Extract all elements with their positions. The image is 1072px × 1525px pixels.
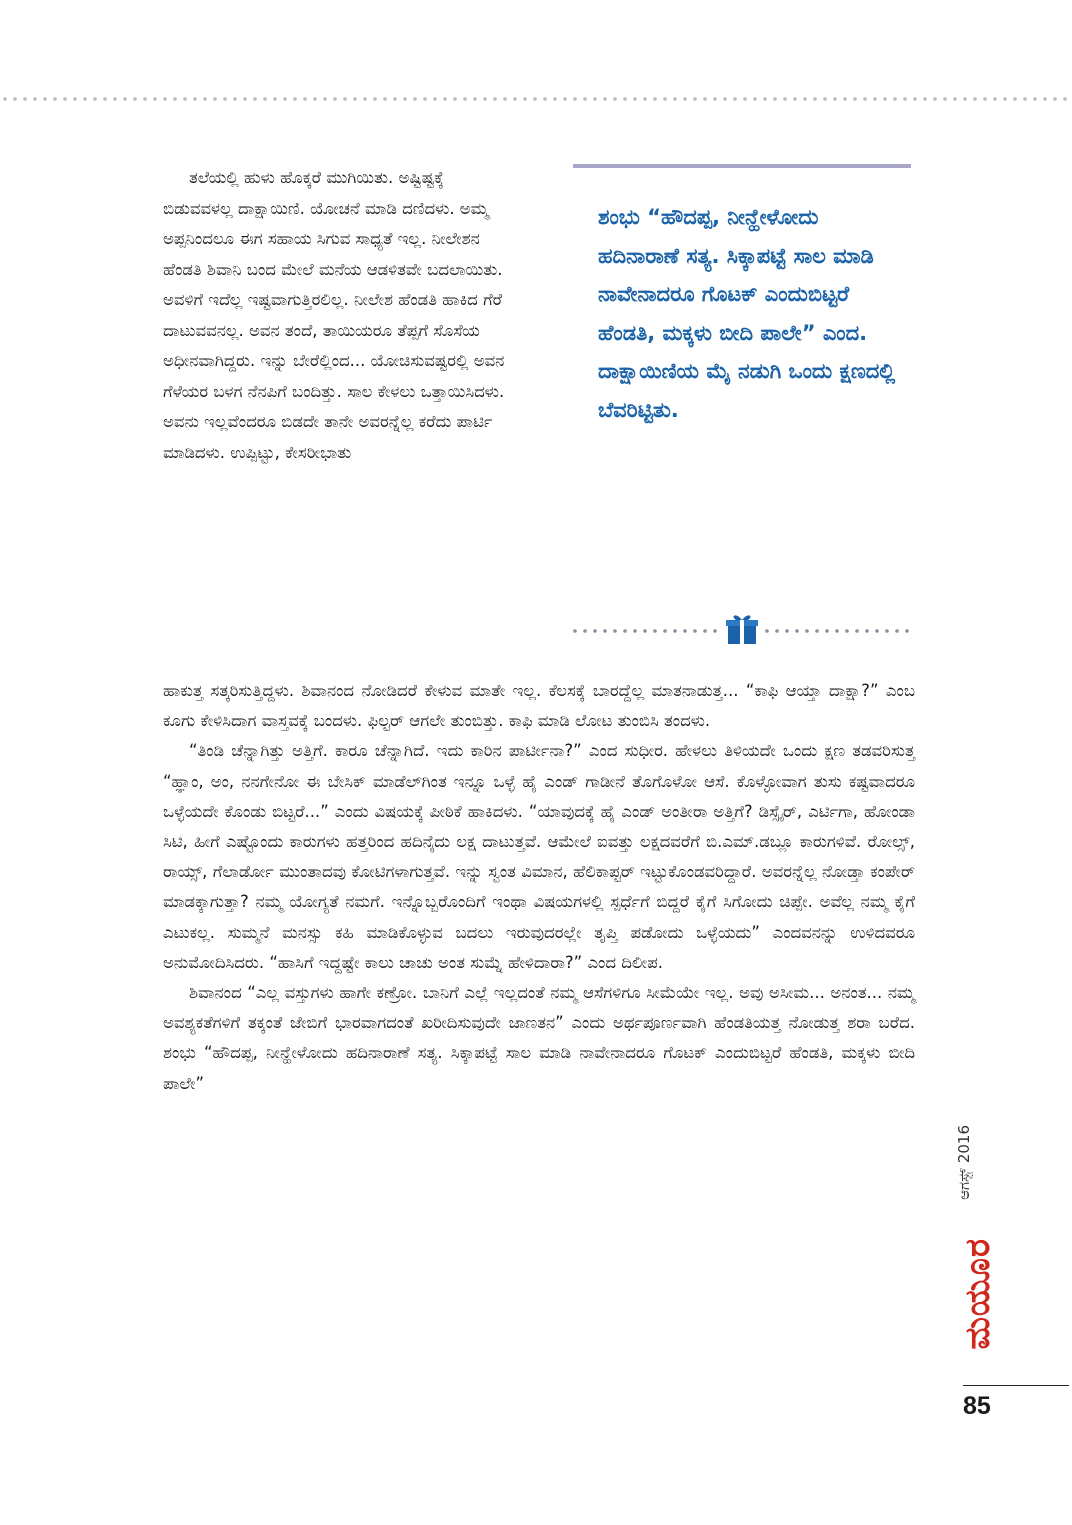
pull-quote: ಶಂಭು “ಹೌದಪ್ಪ, ನೀನ್ಹೇಳೋದು ಹದಿನಾರಾಣೆ ಸತ್ಯ. ಸಿಕ್ಕಾಪಟ್ಟೆ ಸಾಲ ಮಾಡಿ ನಾವೇನಾದರೂ ಗೊಟಕ್ ಎಂದುಬಿಟ್ಟರೆ ಹೆಂಡತಿ, ಮಕ್ಕಳು ಬೀದಿ ಪಾಲೇ” ಎಂದ. ದಾಕ್ಷಾಯಿಣಿಯ ಮೈ ನಡುಗಿ ಒಂದು ಕ್ಷಣದಲ್ಲಿ ಬೆವರಿಟ್ಟಿತು. xyxy=(598,205,896,422)
top-dotted-rule xyxy=(0,96,1072,102)
page-number-rule xyxy=(963,1385,1069,1386)
gift-icon xyxy=(724,612,760,646)
pull-quote-divider-left xyxy=(570,628,720,634)
full-width-text xyxy=(163,676,915,1099)
page-number: 85 xyxy=(963,1392,991,1420)
paragraph: ಶಿವಾನಂದ “ಎಲ್ಲ ವಸ್ತುಗಳು ಹಾಗೇ ಕಣ್ರೋ. ಬಾನಿಗೆ ಎಲ್ಲೆ ಇಲ್ಲದಂತೆ ನಮ್ಮ ಆಸೆಗಳಿಗೂ ಸೀಮೆಯೇ ಇಲ್ಲ. ಅವು ಅಸೀಮ... ಅನಂತ... ನಮ್ಮ ಅವಶ್ಯಕತೆಗಳಿಗೆ ತಕ್ಕಂತೆ ಜೇಬಿಗೆ ಭಾರವಾಗದಂತೆ ಖರೀದಿಸುವುದೇ ಜಾಣತನ” ಎಂದು ಅರ್ಥಪೂರ್ಣವಾಗಿ ಹೆಂಡತಿಯತ್ತ ನೋಡುತ್ತ ಶರಾ ಬರೆದ. ಶಂಭು “ಹೌದಪ್ಪ, ನೀನ್ಹೇಳೋದು ಹದಿನಾರಾಣೆ ಸತ್ಯ. ಸಿಕ್ಕಾಪಟ್ಟೆ ಸಾಲ ಮಾಡಿ ನಾವೇನಾದರೂ ಗೊಟಕ್ ಎಂದುಬಿಟ್ಟರೆ ಹೆಂಡತಿ, ಮಕ್ಕಳು ಬೀದಿ ಪಾಲೇ” xyxy=(163,983,915,1093)
issue-date: ಆಗಸ್ಟ್ 2016 xyxy=(955,1125,973,1200)
magazine-logo: ಮಯೂರ xyxy=(958,1238,998,1350)
paragraph: “ತಿಂಡಿ ಚೆನ್ನಾಗಿತ್ತು ಅತ್ತಿಗೆ. ಕಾರೂ ಚೆನ್ನಾಗಿದೆ. ಇದು ಕಾರಿನ ಪಾರ್ಟೀನಾ?” ಎಂದ ಸುಧೀರ. ಹೇಳಲು ತಿಳಿಯದೇ ಒಂದು ಕ್ಷಣ ತಡವರಿಸುತ್ತ “ಹ್ಞಾಂ, ಅಂ, ನನಗೇನೋ ಈ ಬೇಸಿಕ್ ಮಾಡೆಲ್‌ಗಿಂತ ಇನ್ನೂ ಒಳ್ಳೆ ಹೈ ಎಂಡ್ ಗಾಡೀನೆ ತೊಗೊಳೋ ಆಸೆ. ಕೊಳ್ಳೋವಾಗ ತುಸು ಕಷ್ಟವಾದರೂ ಒಳ್ಳೆಯದೇ ಕೊಂಡು ಬಿಟ್ಟರೆ...” ಎಂದು ವಿಷಯಕ್ಕೆ ಪೀಠಿಕೆ ಹಾಕಿದಳು. “ಯಾವುದಕ್ಕೆ ಹೈ ಎಂಡ್ ಅಂತೀರಾ ಅತ್ತಿಗೆ? ಡಿಸ್ಸೈರ್, ಎರ್ಟಿಗಾ, ಹೋಂಡಾ ಸಿಟಿ, ಹೀಗೆ ಎಷ್ಟೊಂದು ಕಾರುಗಳು ಹತ್ತರಿಂದ ಹದಿನೈದು ಲಕ್ಷ ದಾಟುತ್ತವೆ. ಆಮೇಲೆ ಐವತ್ತು ಲಕ್ಷದವರೆಗೆ ಬಿ.ಎಮ್.ಡಬ್ಲೂ ಕಾರುಗಳಿವೆ. ರೋಲ್ಸ್, ರಾಯ್ಸ್, ಗೆಲಾರ್ಡೋ ಮುಂತಾದವು ಕೋಟಿಗಳಾಗುತ್ತವೆ. ಇನ್ನು ಸ್ವಂತ ವಿಮಾನ, ಹೆಲಿಕಾಪ್ಟರ್ ಇಟ್ಟುಕೊಂಡವರಿದ್ದಾರೆ. ಅವರನ್ನೆಲ್ಲ ನೋಡ್ತಾ ಕಂಪೇರ್ ಮಾಡಕ್ಕಾಗುತ್ತಾ? ನಮ್ಮ ಯೋಗ್ಯತೆ ನಮಗೆ. ಇನ್ನೊಬ್ಬರೊಂದಿಗೆ ಇಂಥಾ ವಿಷಯಗಳಲ್ಲಿ ಸ್ಪರ್ಧೆಗೆ ಬಿದ್ದರೆ ಕೈಗೆ ಸಿಗೋದು ಚಿಪ್ಪೇ. ಅವೆಲ್ಲ ನಮ್ಮ ಕೈಗೆ ಎಟುಕಲ್ಲ. ಸುಮ್ಮನೆ ಮನಸ್ಸು ಕಹಿ ಮಾಡಿಕೊಳ್ಳುವ ಬದಲು ಇರುವುದರಲ್ಲೇ ತೃಪ್ತಿ ಪಡೋದು ಒಳ್ಳೆಯದು” ಎಂದವನನ್ನು ಉಳಿದವರೂ ಅನುಮೋದಿಸಿದರು. “ಹಾಸಿಗೆ ಇದ್ದಷ್ಟೇ ಕಾಲು ಚಾಚು ಅಂತ ಸುಮ್ನೆ ಹೇಳಿದಾರಾ?” ಎಂದ ದಿಲೀಪ. xyxy=(163,741,915,972)
paragraph: ಹಾಕುತ್ತ ಸತ್ಕರಿಸುತ್ತಿದ್ದಳು. ಶಿವಾನಂದ ನೋಡಿದರೆ ಕೇಳುವ ಮಾತೇ ಇಲ್ಲ. ಕೆಲಸಕ್ಕೆ ಬಾರದ್ದೆಲ್ಲ ಮಾತನಾಡುತ್ತ... “ಕಾಫಿ ಆಯ್ತಾ ದಾಕ್ಷಾ?” ಎಂಬ ಕೂಗು ಕೇಳಿಸಿದಾಗ ವಾಸ್ತವಕ್ಕೆ ಬಂದಳು. ಫಿಲ್ಟರ್ ಆಗಲೇ ತುಂಬಿತ್ತು. ಕಾಫಿ ಮಾಡಿ ಲೋಟ ತುಂಬಿಸಿ ತಂದಳು. xyxy=(163,681,915,731)
pull-quote-bar xyxy=(573,164,911,168)
pull-quote-divider-right xyxy=(762,628,914,634)
left-column-text xyxy=(163,163,515,468)
paragraph: ತಲೆಯಲ್ಲಿ ಹುಳು ಹೊಕ್ಕರೆ ಮುಗಿಯಿತು. ಅಷ್ಟಿಷ್ಟಕ್ಕೆ ಬಿಡುವವಳಲ್ಲ ದಾಕ್ಷಾಯಿಣಿ. ಯೋಚನೆ ಮಾಡಿ ದಣಿದಳು. ಅಮ್ಮ ಅಪ್ಪನಿಂದಲೂ ಈಗ ಸಹಾಯ ಸಿಗುವ ಸಾಧ್ಯತೆ ಇಲ್ಲ. ನೀಲೇಶನ ಹೆಂಡತಿ ಶಿವಾನಿ ಬಂದ ಮೇಲೆ ಮನೆಯ ಆಡಳಿತವೇ ಬದಲಾಯಿತು. ಅವಳಿಗೆ ಇದೆಲ್ಲ ಇಷ್ಟವಾಗುತ್ತಿರಲಿಲ್ಲ. ನೀಲೇಶ ಹೆಂಡತಿ ಹಾಕಿದ ಗೆರೆ ದಾಟುವವನಲ್ಲ. ಅವನ ತಂದೆ, ತಾಯಿಯರೂ ತೆಪ್ಪಗೆ ಸೊಸೆಯ ಅಧೀನವಾಗಿದ್ದರು. ಇನ್ನು ಬೇರೆಲ್ಲಿಂದ... ಯೋಚಿಸುವಷ್ಟರಲ್ಲಿ ಅವನ ಗೆಳೆಯರ ಬಳಗ ನೆನಪಿಗೆ ಬಂದಿತ್ತು. ಸಾಲ ಕೇಳಲು ಒತ್ತಾಯಿಸಿದಳು. ಅವನು ಇಲ್ಲವೆಂದರೂ ಬಿಡದೇ ತಾನೇ ಅವರನ್ನೆಲ್ಲ ಕರೆದು ಪಾರ್ಟಿ ಮಾಡಿದಳು. ಉಪ್ಪಿಟ್ಟು, ಕೇಸರೀಭಾತು xyxy=(163,168,505,462)
